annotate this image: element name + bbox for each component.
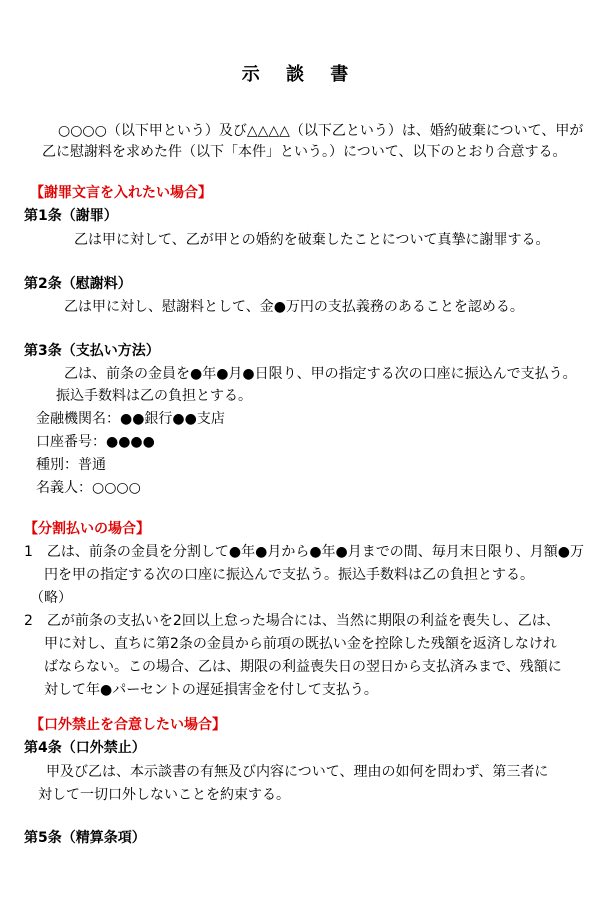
- intro-line-2: 乙に慰謝料を求めた件（以下「本件」という。）について、以下のとおり合意する。: [42, 144, 567, 160]
- apology-section-heading: 【謝罪文言を入れたい場合】: [30, 185, 212, 201]
- installment-item-1-line-2: 円を甲の指定する次の口座に振込んで支払う。振込手数料は乙の負担とする。: [44, 567, 534, 583]
- article-3-title: 第3条（支払い方法）: [24, 343, 160, 359]
- installment-section-heading: 【分割払いの場合】: [24, 521, 150, 537]
- article-1-title: 第1条（謝罪）: [24, 208, 118, 224]
- document-title: 示 談 書: [241, 64, 359, 85]
- confidential-section-heading: 【口外禁止を合意したい場合】: [30, 717, 226, 733]
- installment-item-2-line-1: 2 乙が前条の支払いを2回以上怠った場合には、当然に期限の利益を喪失し、乙は、: [24, 613, 560, 629]
- article-2-title: 第2条（慰謝料）: [24, 276, 132, 292]
- account-bank-name: 金融機関名：●●銀行●●支店: [36, 411, 225, 427]
- article-2-body: 乙は甲に対し、慰謝料として、金●万円の支払義務のあることを認める。: [64, 299, 524, 315]
- installment-item-1-omitted: （略）: [30, 590, 72, 606]
- article-4-body-line-1: 甲及び乙は、本示談書の有無及び内容について、理由の如何を問わず、第三者に: [46, 764, 549, 780]
- account-type: 種別：普通: [36, 457, 106, 473]
- installment-item-1-line-1: 1 乙は、前条の金員を分割して●年●月から●年●月までの間、毎月末日限り、月額●万: [24, 544, 584, 560]
- article-4-title: 第4条（口外禁止）: [24, 740, 146, 756]
- installment-item-2-line-3: ばならない。この場合、乙は、期限の利益喪失日の翌日から支払済みまで、残額に: [44, 659, 562, 675]
- article-3-body-line-2: 振込手数料は乙の負担とする。: [56, 388, 252, 404]
- intro-line-1: ○○○○（以下甲という）及び△△△△（以下乙という）は、婚約破棄について、甲が: [58, 123, 584, 139]
- installment-item-2-line-4: 対して年●パーセントの遅延損害金を付して支払う。: [44, 682, 378, 698]
- installment-item-2-line-2: 甲に対し、直ちに第2条の金員から前項の既払い金を控除した残額を返済しなけれ: [44, 636, 557, 652]
- article-5-title: 第5条（精算条項）: [24, 830, 146, 846]
- article-1-body: 乙は甲に対して、乙が甲との婚約を破棄したことについて真摯に謝罪する。: [74, 232, 550, 248]
- article-3-body-line-1: 乙は、前条の金員を●年●月●日限り、甲の指定する次の口座に振込んで支払う。: [64, 366, 577, 382]
- account-holder: 名義人：○○○○: [36, 480, 141, 496]
- article-4-body-line-2: 対して一切口外しないことを約束する。: [38, 787, 290, 803]
- account-number: 口座番号：●●●●: [36, 434, 155, 450]
